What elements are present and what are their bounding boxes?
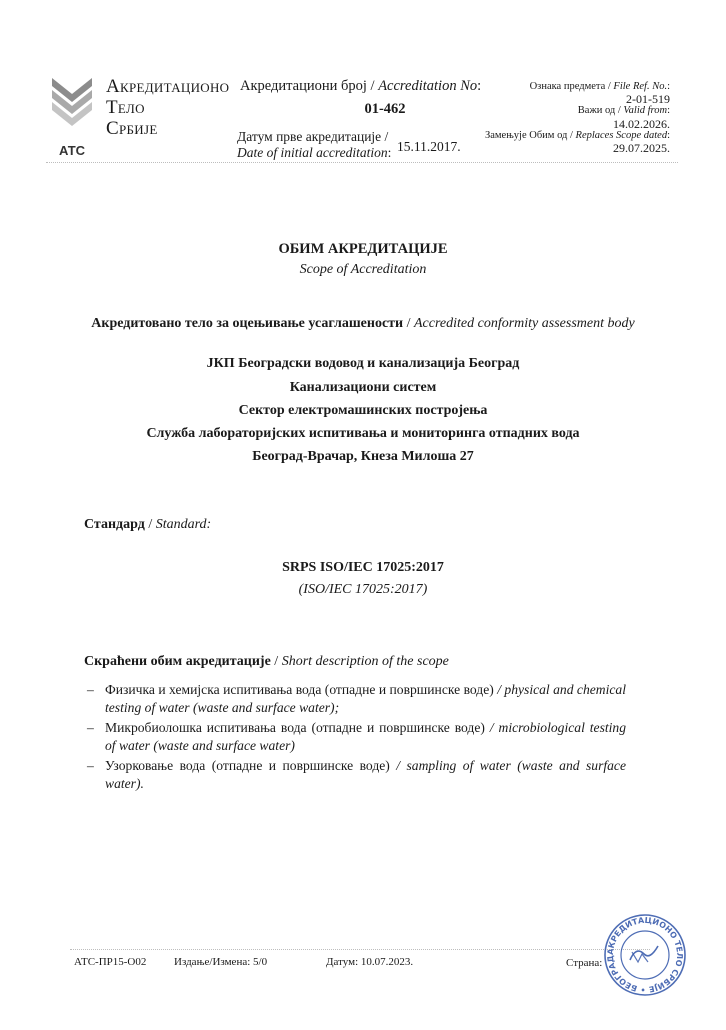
accreditation-number: 01-462: [364, 101, 406, 117]
scope-item-sep: /: [484, 720, 499, 735]
valid-from-label: Важи од /: [577, 105, 624, 117]
body-line-3: Сектор електромашинских постројења: [238, 403, 488, 418]
replaces-label: Замењује Обим од /: [484, 129, 576, 141]
standard-value-en: (ISO/IEC 17025:2017): [298, 582, 428, 597]
standard-label-sr: Стандард: [84, 517, 145, 532]
body-line-1: ЈКП Београдски водовод и канализација Београд: [206, 356, 520, 371]
replaces-date: 29.07.2025.: [613, 141, 670, 156]
standard-label: [84, 517, 211, 533]
scope-item-sep: /: [493, 682, 505, 697]
header-divider: [46, 162, 678, 163]
body-line-5: Београд-Врачар, Кнеза Милоша 27: [252, 449, 474, 464]
scope-item: [84, 681, 626, 717]
scope-item: [84, 719, 626, 755]
scope-item-dash: –: [87, 758, 94, 773]
valid-from-colon: :: [667, 105, 670, 117]
file-ref-label-en: File Ref. No.: [613, 81, 668, 92]
scope-item: [84, 757, 626, 793]
logo-caption: АТС: [58, 143, 86, 158]
valid-from: 14.02.2026.: [613, 116, 670, 131]
file-ref-colon: :: [667, 81, 670, 92]
page-title: ОБИМ АКРЕДИТАЦИЈЕ: [278, 241, 448, 257]
footer-date: Датум: 10.07.2023.: [326, 956, 414, 968]
org-name-line-3: Србије: [106, 118, 158, 139]
initial-date-label-en: Date of initial accreditation: [237, 145, 388, 160]
scope-list: [84, 681, 626, 795]
official-stamp: [602, 912, 688, 998]
scope-label-sep: /: [270, 654, 282, 669]
standard-value: SRPS ISO/IEC 17025:2017: [282, 560, 444, 575]
valid-from-label-en: Valid from: [623, 105, 668, 117]
scope-item-sr: Физичка и хемијска испитивања вода (отпадне и површинске воде): [105, 682, 494, 697]
standard-label-sep: /: [144, 517, 156, 532]
scope-item-sep: /: [389, 758, 407, 773]
footer-edition: Издање/Измена: 5/0: [174, 956, 268, 968]
accreditation-label-en: Accreditation No: [378, 78, 478, 94]
ats-logo: [46, 72, 98, 158]
page-title-en: Scope of Accreditation: [299, 262, 427, 277]
initial-date: 15.11.2017.: [397, 139, 461, 154]
replaces-label-en: Replaces Scope dated: [575, 129, 668, 141]
scope-item-sr: Микробиолошка испитивања вода (отпадне и површинске воде): [105, 720, 485, 735]
file-ref-label: Ознака предмета /: [529, 81, 614, 92]
org-name: [106, 76, 229, 139]
stamp-text: АКРЕДИТАЦИОНО ТЕЛО СРБИЈЕ • БЕОГРАД: [605, 915, 685, 995]
stamp-seal-icon: [602, 912, 688, 998]
scope-item-en: sampling of water (waste and surface water).: [105, 758, 626, 791]
org-name-line-1: Акредитационо: [106, 76, 230, 97]
ats-logo-icon: [46, 72, 98, 136]
initial-date-block: [237, 129, 391, 161]
file-info-block: [430, 81, 670, 154]
org-name-line-2: Тело: [106, 97, 145, 118]
footer-divider: [70, 949, 650, 950]
accreditation-label: Акредитациони број /: [240, 78, 379, 94]
scope-item-dash: –: [87, 720, 94, 735]
footer-code: АТС-ПР15-О02: [74, 956, 147, 968]
scope-label: [84, 654, 449, 670]
scope-item-sr: Узорковање вода (отпадне и површинске воде): [105, 758, 390, 773]
standard-label-en: Standard:: [155, 517, 212, 532]
initial-date-label: Датум прве акредитације /: [237, 129, 389, 144]
footer-page-label: Страна:: [566, 957, 603, 969]
body-label: [0, 316, 726, 332]
body-label-sr: Акредитовано тело за оцењивање усаглашености: [91, 316, 404, 331]
replaces-colon: :: [667, 129, 670, 141]
body-line-2: Канализациони систем: [289, 380, 437, 395]
body-line-4: Служба лабораторијских испитивања и мониторинга отпадних вода: [146, 426, 580, 441]
scope-label-en: Short description of the scope: [281, 654, 449, 669]
scope-item-dash: –: [87, 682, 94, 697]
body-label-sep: /: [403, 316, 414, 331]
body-label-en: Accredited conformity assessment body: [414, 316, 635, 331]
scope-item-en: physical and chemical testing of water (waste and surface water);: [105, 682, 626, 715]
initial-date-colon: :: [387, 145, 392, 160]
file-ref: 2-01-519: [626, 92, 670, 107]
scope-item-en: microbiological testing of water (waste and surface water): [105, 720, 627, 753]
accreditation-colon: :: [477, 78, 482, 94]
scope-label-sr: Скраћени обим акредитације: [84, 654, 271, 669]
